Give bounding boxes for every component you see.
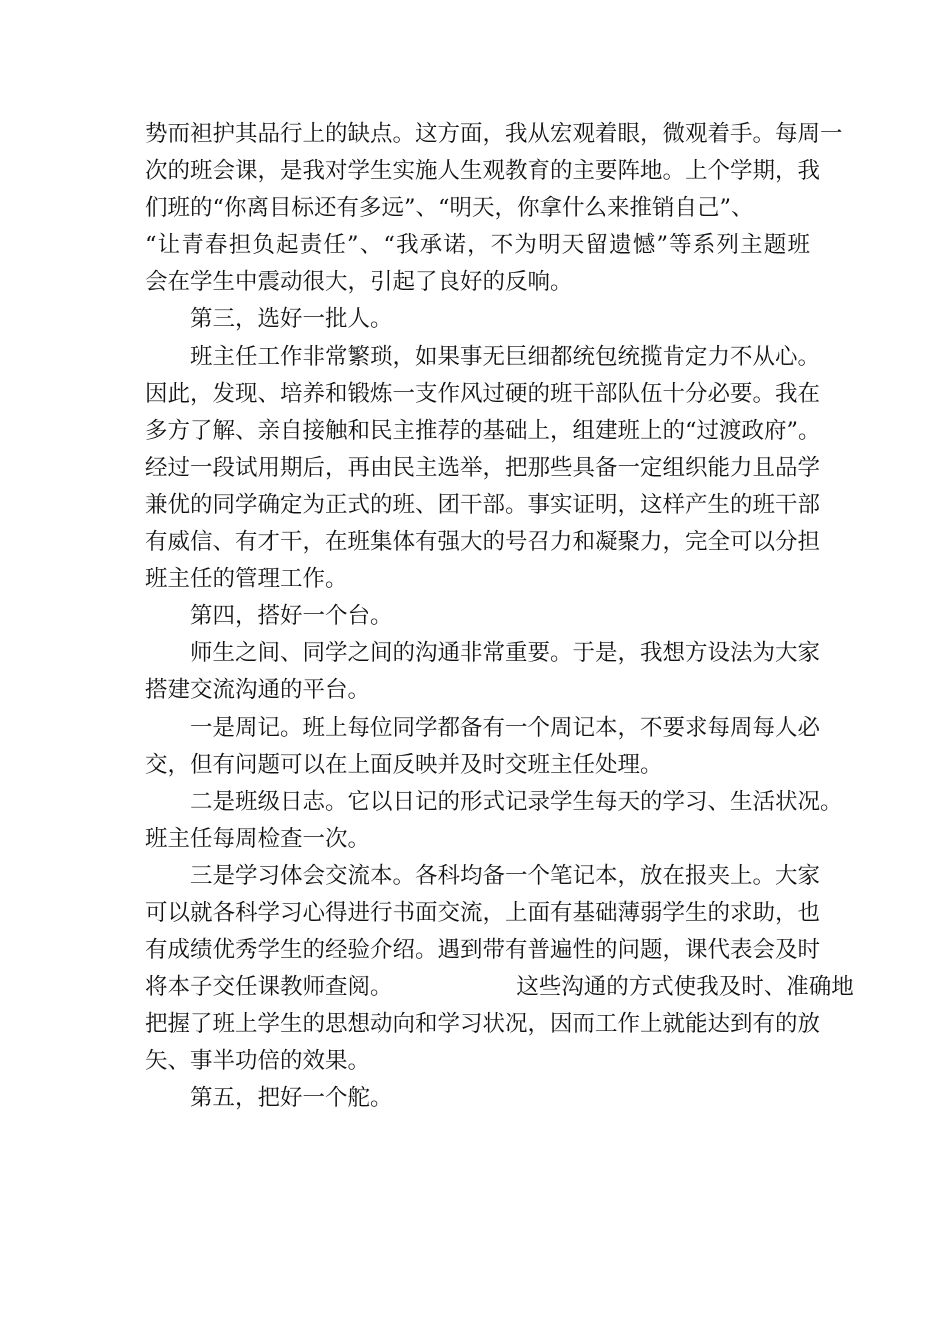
text-line: 班主任的管理工作。: [145, 566, 348, 593]
text-line: 三是学习体会交流本。各科均备一个笔记本，放在报夹上。大家: [190, 862, 821, 889]
text-line: 会在学生中震动很大，引起了良好的反响。: [145, 269, 573, 296]
section-heading: 第三，选好一批人。: [190, 306, 393, 333]
text-line: 经过一段试用期后，再由民主选举，把那些具备一定组织能力且品学: [145, 454, 821, 481]
text-line: 一是周记。班上每位同学都备有一个周记本，不要求每周每人必: [190, 714, 821, 741]
body-text: [145, 116, 854, 1118]
text-line: 交，但有问题可以在上面反映并及时交班主任处理。: [145, 751, 663, 778]
text-line: 次的班会课，是我对学生实施人生观教育的主要阵地。上个学期，我: [145, 158, 821, 185]
text-line: 把握了班上学生的思想动向和学习状况，因而工作上就能达到有的放: [145, 1011, 821, 1038]
text-line: 搭建交流沟通的平台。: [145, 677, 371, 704]
section-heading: 第四，搭好一个台。: [190, 603, 393, 630]
text-line: 兼优的同学确定为正式的班、团干部。事实证明，这样产生的班干部: [145, 491, 821, 518]
text-line: 势而袒护其品行上的缺点。这方面，我从宏观着眼，微观着手。每周一: [145, 121, 843, 147]
text-line: 多方了解、亲自接触和民主推荐的基础上，组建班上的“过渡政府”。: [145, 417, 821, 444]
text-line: 有威信、有才干，在班集体有强大的号召力和凝聚力，完全可以分担: [145, 529, 821, 556]
text-line: 将本子交任课教师查阅。 这些沟通的方式使我及时、准确地: [145, 974, 854, 1001]
text-line: 因此，发现、培养和锻炼一支作风过硬的班干部队伍十分必要。我在: [145, 380, 821, 407]
text-line: 师生之间、同学之间的沟通非常重要。于是，我想方设法为大家: [190, 640, 821, 667]
text-line: 们班的“你离目标还有多远”、“明天，你拿什么来推销自己”、: [145, 195, 754, 222]
text-line: 有成绩优秀学生的经验介绍。遇到带有普遍性的问题，课代表会及时: [145, 937, 821, 964]
text-line: 可以就各科学习心得进行书面交流，上面有基础薄弱学生的求助，也: [145, 899, 821, 926]
text-line: 二是班级日志。它以日记的形式记录学生每天的学习、生活状况。: [190, 788, 843, 815]
section-heading: 第五，把好一个舵。: [190, 1085, 393, 1112]
text-line: “让青春担负起责任”、“我承诺，不为明天留遗憾”等系列主题班: [145, 232, 810, 259]
text-line: 矢、事半功倍的效果。: [145, 1048, 371, 1075]
text-line: 班主任工作非常繁琐，如果事无巨细都统包统揽肯定力不从心。: [190, 343, 821, 370]
text-line: 班主任每周检查一次。: [145, 825, 371, 852]
